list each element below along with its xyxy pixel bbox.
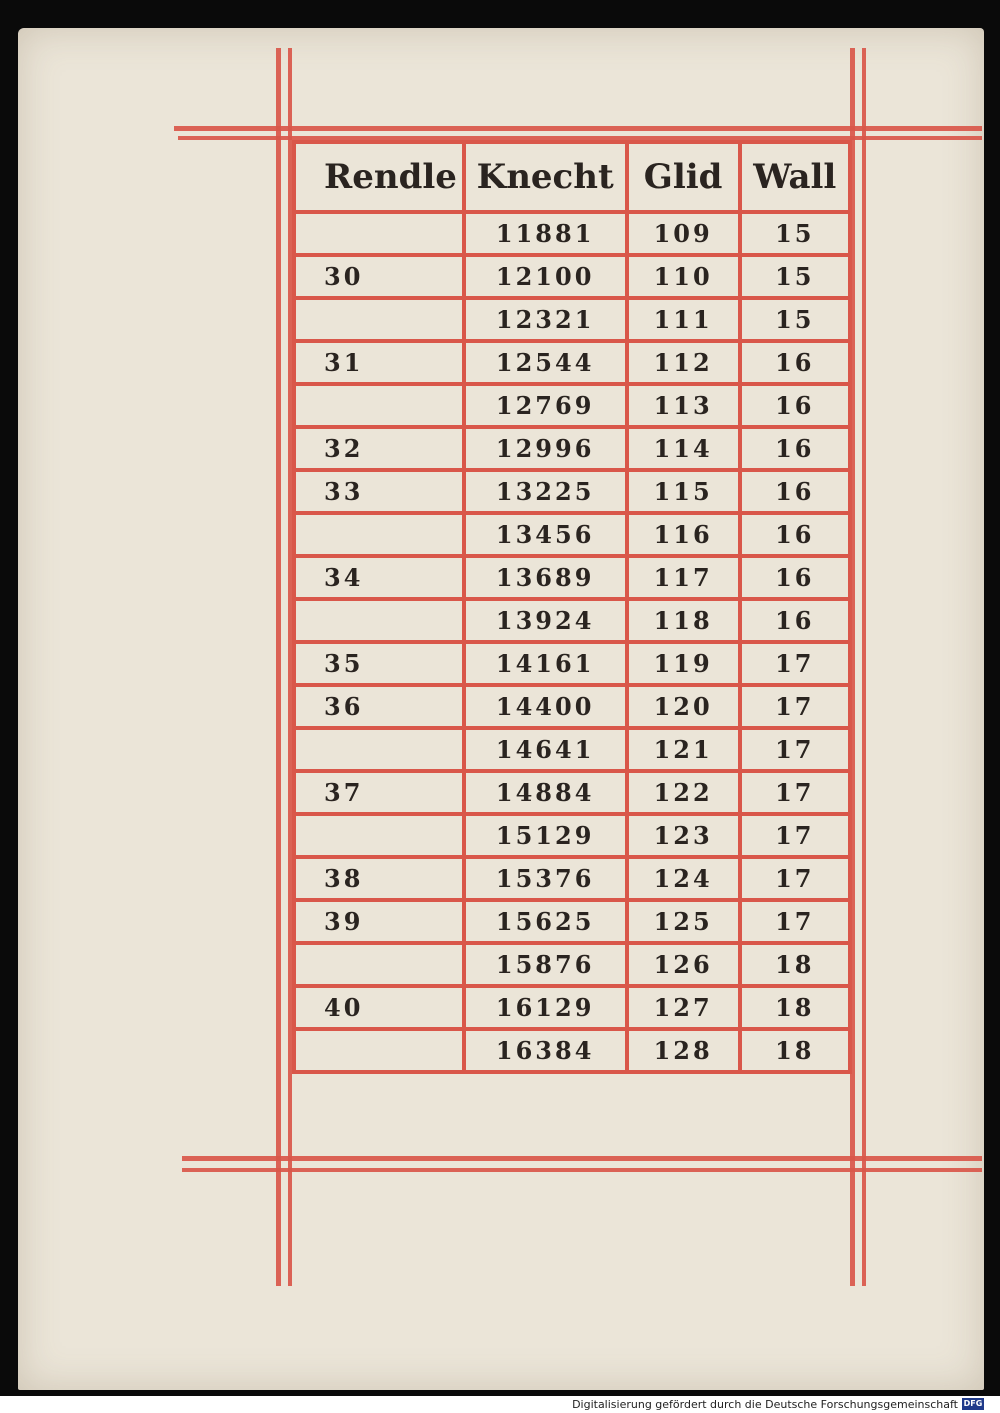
table-row	[294, 857, 850, 900]
cell-glid: 123	[627, 814, 740, 857]
dfg-logo: DFG	[963, 1399, 983, 1408]
cell-knecht: 12996	[464, 427, 627, 470]
cell-glid: 119	[627, 642, 740, 685]
cell-wall: 18	[740, 986, 850, 1029]
cell-rendle	[294, 212, 464, 255]
table-row	[294, 642, 850, 685]
cell-glid: 124	[627, 857, 740, 900]
cell-rendle: 35	[294, 642, 464, 685]
frame-rule-top-outer	[174, 126, 982, 131]
cell-glid: 127	[627, 986, 740, 1029]
cell-glid: 110	[627, 255, 740, 298]
cell-knecht: 11881	[464, 212, 627, 255]
frame-rule-left-outer	[276, 48, 281, 1286]
cell-glid: 109	[627, 212, 740, 255]
table-row	[294, 212, 850, 255]
table-row	[294, 384, 850, 427]
cell-glid: 118	[627, 599, 740, 642]
cell-knecht: 14400	[464, 685, 627, 728]
cell-wall: 15	[740, 255, 850, 298]
cell-rendle	[294, 599, 464, 642]
cell-wall: 16	[740, 556, 850, 599]
cell-wall: 16	[740, 427, 850, 470]
cell-rendle: 34	[294, 556, 464, 599]
cell-rendle: 39	[294, 900, 464, 943]
table-row	[294, 943, 850, 986]
cell-glid: 117	[627, 556, 740, 599]
cell-wall: 15	[740, 298, 850, 341]
cell-wall: 16	[740, 341, 850, 384]
cell-rendle: 37	[294, 771, 464, 814]
frame-rule-bottom-inner	[182, 1168, 982, 1172]
cell-rendle	[294, 943, 464, 986]
table-row	[294, 1029, 850, 1072]
cell-knecht: 16384	[464, 1029, 627, 1072]
cell-glid: 114	[627, 427, 740, 470]
table-row	[294, 814, 850, 857]
cell-glid: 121	[627, 728, 740, 771]
table-row	[294, 255, 850, 298]
footer-bar	[0, 1396, 1000, 1413]
cell-wall: 17	[740, 857, 850, 900]
cell-glid: 113	[627, 384, 740, 427]
footer-credit: Digitalisierung gefördert durch die Deutsche Forschungsgemeinschaft	[572, 1398, 958, 1411]
cell-rendle: 31	[294, 341, 464, 384]
cell-rendle	[294, 814, 464, 857]
cell-knecht: 15376	[464, 857, 627, 900]
cell-rendle: 32	[294, 427, 464, 470]
table-row	[294, 986, 850, 1029]
cell-wall: 17	[740, 814, 850, 857]
table-row	[294, 900, 850, 943]
cell-rendle	[294, 1029, 464, 1072]
table-row	[294, 298, 850, 341]
cell-rendle: 36	[294, 685, 464, 728]
cell-rendle	[294, 384, 464, 427]
cell-wall: 16	[740, 513, 850, 556]
cell-knecht: 14641	[464, 728, 627, 771]
table-row	[294, 771, 850, 814]
numeric-table	[292, 140, 852, 1074]
cell-wall: 16	[740, 470, 850, 513]
cell-wall: 17	[740, 900, 850, 943]
table-row	[294, 685, 850, 728]
cell-wall: 17	[740, 685, 850, 728]
cell-glid: 128	[627, 1029, 740, 1072]
cell-knecht: 13225	[464, 470, 627, 513]
cell-rendle	[294, 728, 464, 771]
table-body	[294, 212, 850, 1072]
cell-glid: 125	[627, 900, 740, 943]
cell-knecht: 15129	[464, 814, 627, 857]
table-row	[294, 728, 850, 771]
table-row	[294, 556, 850, 599]
cell-wall: 16	[740, 599, 850, 642]
cell-rendle	[294, 513, 464, 556]
cell-knecht: 15876	[464, 943, 627, 986]
cell-glid: 116	[627, 513, 740, 556]
cell-knecht: 15625	[464, 900, 627, 943]
header-wall: Wall	[740, 142, 850, 212]
cell-wall: 18	[740, 943, 850, 986]
cell-wall: 17	[740, 771, 850, 814]
cell-wall: 18	[740, 1029, 850, 1072]
header-glid: Glid	[627, 142, 740, 212]
cell-knecht: 16129	[464, 986, 627, 1029]
cell-rendle: 40	[294, 986, 464, 1029]
table-row	[294, 599, 850, 642]
cell-glid: 120	[627, 685, 740, 728]
cell-knecht: 14161	[464, 642, 627, 685]
cell-glid: 126	[627, 943, 740, 986]
table-row	[294, 341, 850, 384]
table-header-row	[294, 142, 850, 212]
cell-rendle: 33	[294, 470, 464, 513]
cell-rendle: 30	[294, 255, 464, 298]
cell-wall: 17	[740, 728, 850, 771]
header-knecht: Knecht	[464, 142, 627, 212]
cell-knecht: 12769	[464, 384, 627, 427]
cell-glid: 111	[627, 298, 740, 341]
table-row	[294, 427, 850, 470]
table-row	[294, 513, 850, 556]
table-row	[294, 470, 850, 513]
cell-knecht: 12321	[464, 298, 627, 341]
cell-wall: 17	[740, 642, 850, 685]
cell-glid: 112	[627, 341, 740, 384]
cell-rendle	[294, 298, 464, 341]
cell-knecht: 12100	[464, 255, 627, 298]
cell-wall: 15	[740, 212, 850, 255]
cell-knecht: 14884	[464, 771, 627, 814]
frame-rule-bottom-outer	[182, 1156, 982, 1161]
cell-wall: 16	[740, 384, 850, 427]
cell-knecht: 13456	[464, 513, 627, 556]
frame-rule-right-inner	[862, 48, 866, 1286]
cell-rendle: 38	[294, 857, 464, 900]
cell-knecht: 13689	[464, 556, 627, 599]
cell-glid: 122	[627, 771, 740, 814]
header-rendle: Rendle	[294, 142, 464, 212]
cell-knecht: 12544	[464, 341, 627, 384]
cell-knecht: 13924	[464, 599, 627, 642]
cell-glid: 115	[627, 470, 740, 513]
